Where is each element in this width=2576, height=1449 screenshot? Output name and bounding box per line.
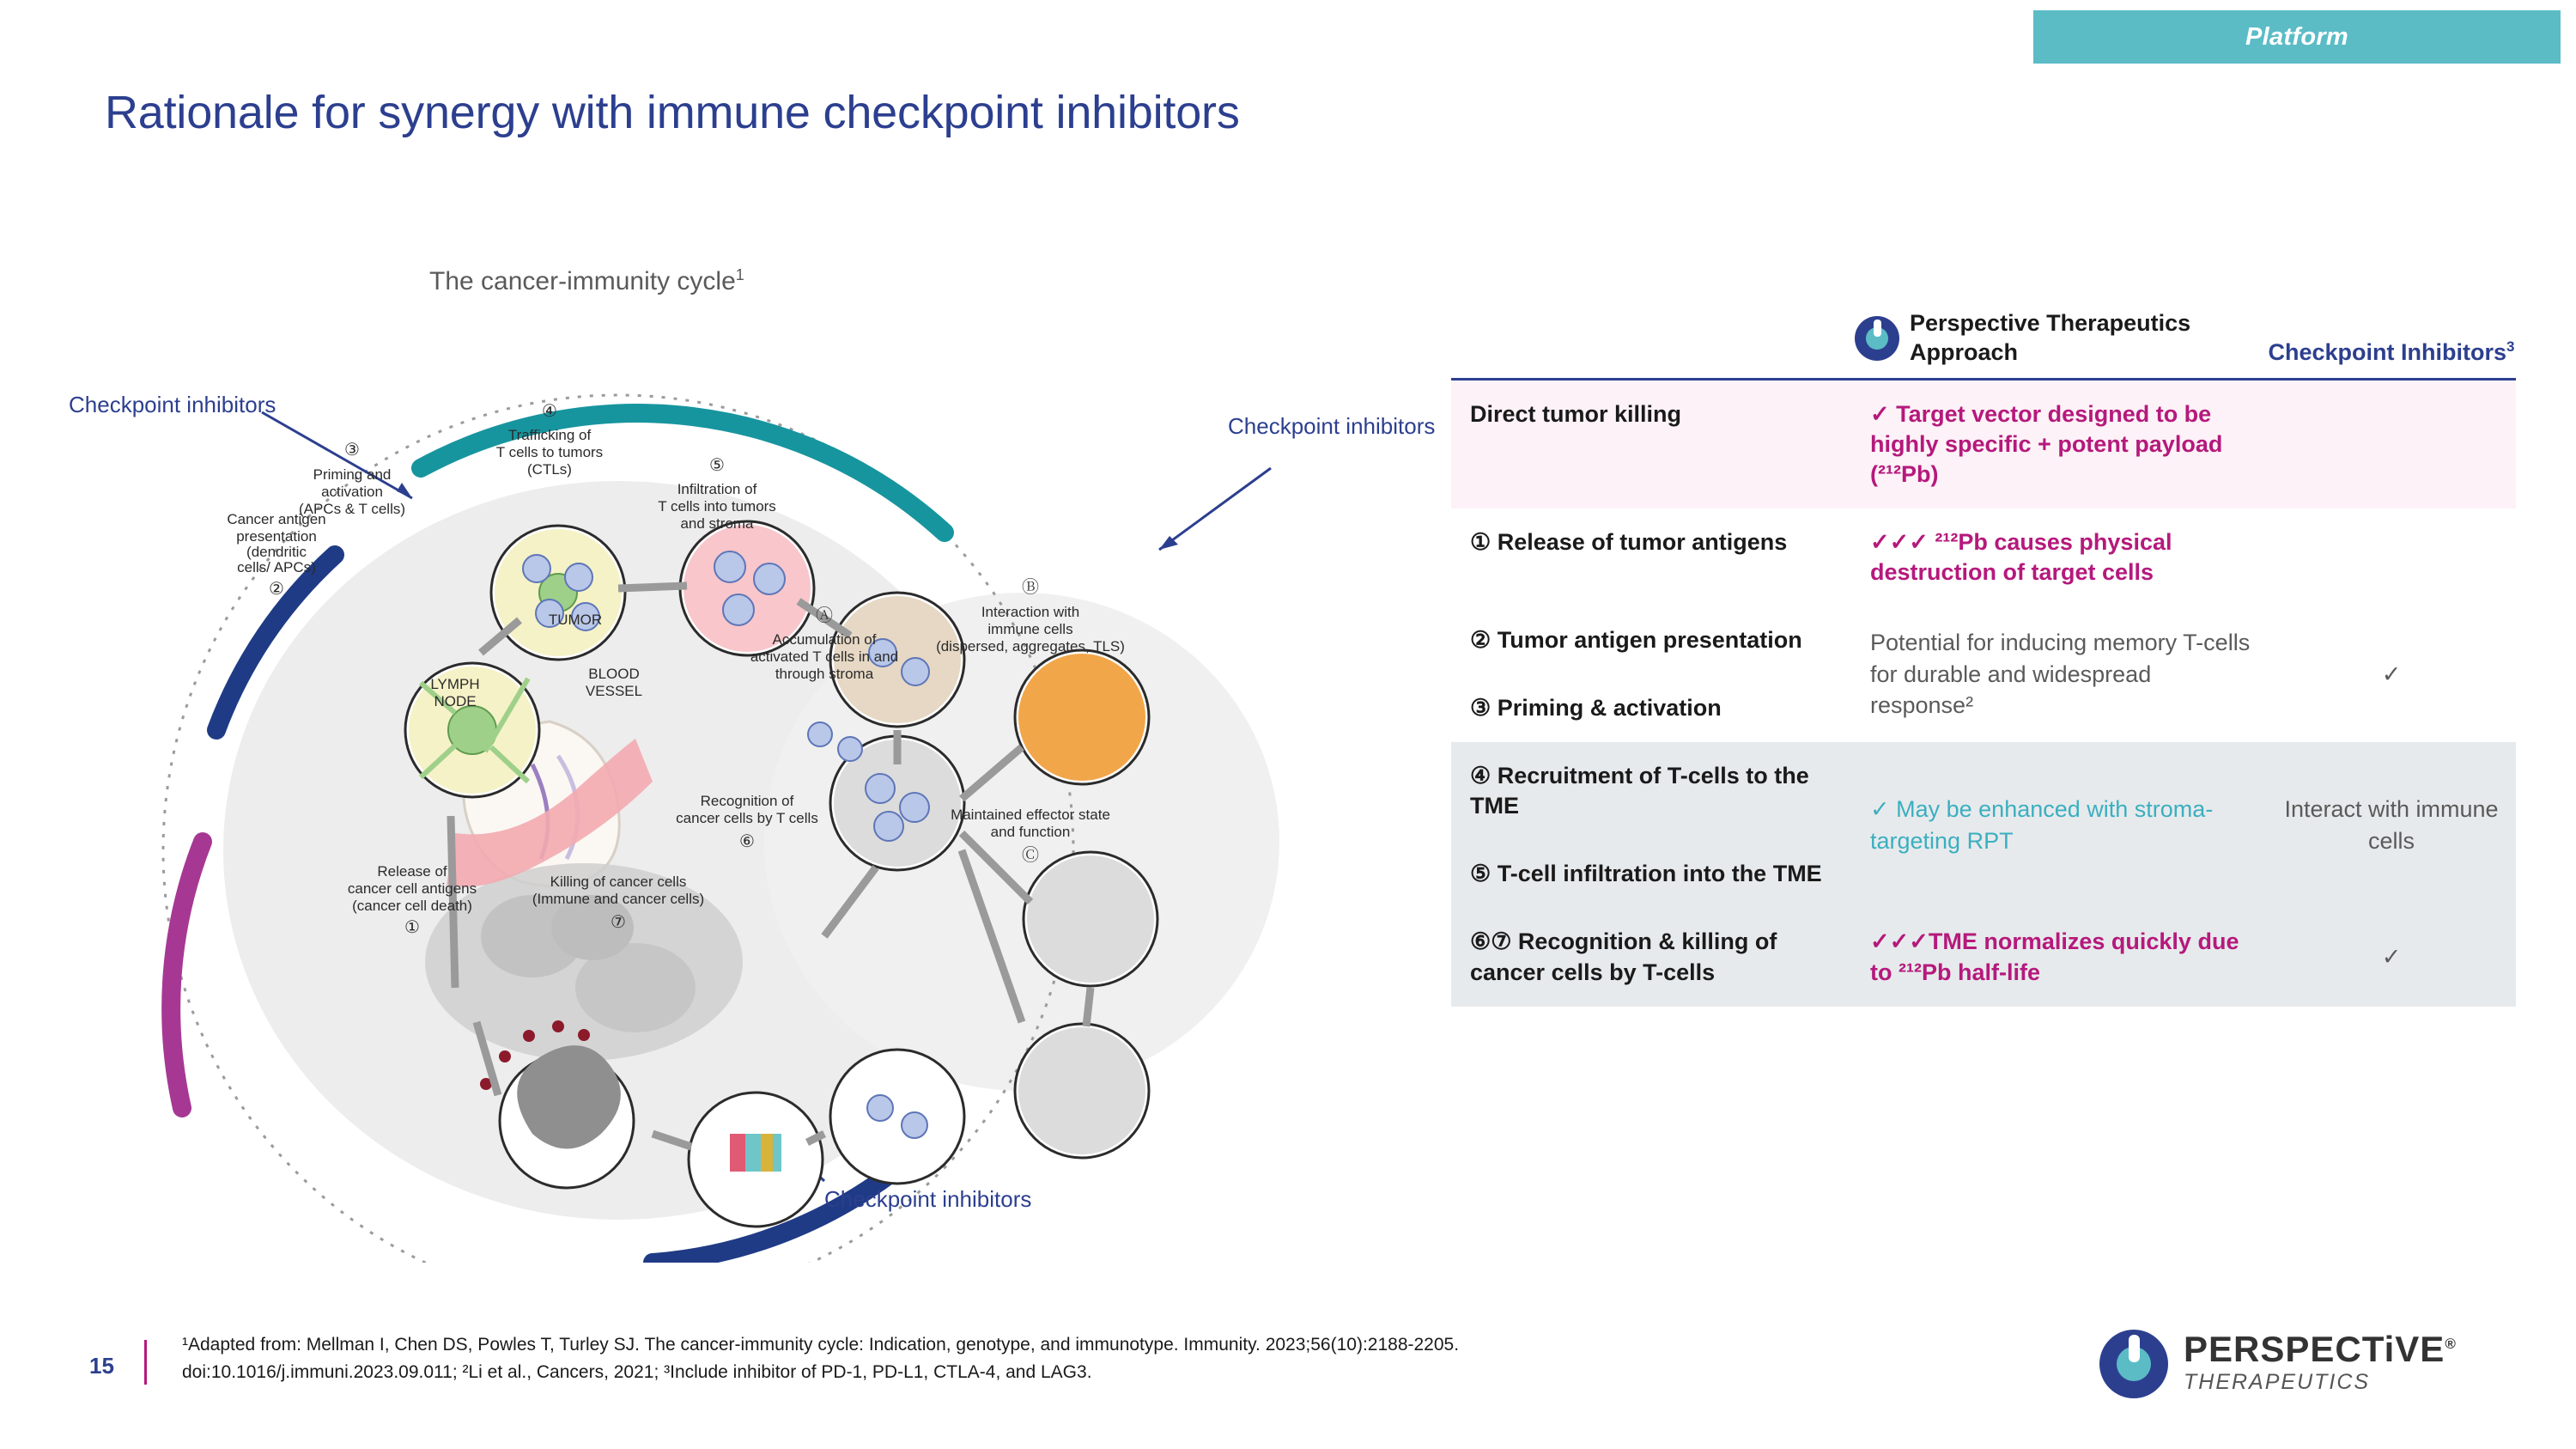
brand-wordmark: [2184, 1328, 2457, 1369]
svg-text:③: ③: [344, 441, 360, 460]
svg-text:Ⓑ: Ⓑ: [1022, 578, 1039, 597]
table-header-checkpoint-label: Checkpoint Inhibitors: [2268, 338, 2507, 365]
table-header-perspective-label: Perspective Therapeutics Approach: [1910, 310, 2191, 365]
svg-text:Trafficking of: Trafficking of: [507, 427, 592, 443]
svg-text:Interaction with: Interaction with: [981, 604, 1080, 620]
brand-subtitle: THERAPEUTICS: [2184, 1369, 2371, 1394]
svg-text:(Immune and cancer cells): (Immune and cancer cells): [532, 891, 705, 907]
row-label-direct-tumor-killing: Direct tumor killing: [1470, 400, 1682, 427]
svg-text:T cells to tumors: T cells to tumors: [495, 444, 604, 460]
svg-text:(APCs & T cells): (APCs & T cells): [298, 501, 406, 517]
row-label-recognition-killing: ⑥⑦ Recognition & killing of cancer cells by T-cells: [1470, 928, 1777, 985]
svg-text:Accumulation of: Accumulation of: [772, 631, 877, 648]
svg-text:and function: and function: [990, 824, 1071, 840]
cancer-immunity-cycle-figure: [52, 249, 1443, 1263]
svg-text:(dispersed, aggregates, TLS): (dispersed, aggregates, TLS): [936, 638, 1125, 654]
svg-text:immune cells: immune cells: [987, 621, 1073, 637]
svg-text:①: ①: [404, 918, 420, 937]
merged-labels-group: [1451, 606, 1855, 742]
table-header-row: [1451, 309, 2516, 381]
svg-text:Ⓐ: Ⓐ: [816, 606, 833, 625]
table-merged-block-recruitment-infiltration: [1451, 742, 2516, 908]
table-header-perspective: [1855, 309, 2267, 368]
table-row: [1451, 908, 2516, 1006]
row-checkpoint-release-of-tumor-antigens: [2267, 508, 2516, 606]
perspective-logo-icon: [1855, 316, 1899, 361]
figure-caption-superscript: 1: [735, 266, 744, 283]
row-label-recruitment-tcells-tme: ④ Recruitment of T-cells to the TME: [1470, 763, 1809, 819]
svg-text:cancer cell antigens: cancer cell antigens: [347, 880, 477, 897]
footnote-line-2: doi:10.1016/j.immuni.2023.09.011; ²Li et al., Cancers, 2021; ³Include inhibitor of PD-1, PD-L1, CTLA-4, and LAG3.: [182, 1361, 1092, 1382]
row-checkpoint-recognition-killing: ✓: [2381, 943, 2402, 970]
annotation-checkpoint-inhibitors-bottom: Checkpoint inhibitors: [824, 1186, 1032, 1212]
svg-text:⑥: ⑥: [739, 832, 755, 851]
page-title: Rationale for synergy with immune checkpoint inhibitors: [105, 87, 1240, 138]
svg-text:cancer cells by T cells: cancer cells by T cells: [676, 810, 818, 826]
svg-text:NODE: NODE: [434, 693, 477, 709]
svg-text:TUMOR: TUMOR: [548, 612, 603, 628]
comparison-table: [1451, 309, 2516, 1007]
merged-labels-group: [1451, 742, 1855, 908]
svg-text:activated T cells in and: activated T cells in and: [750, 648, 899, 665]
annotation-checkpoint-inhibitors-right: Checkpoint inhibitors: [1228, 413, 1436, 439]
table-header-checkpoint: [2267, 338, 2516, 368]
svg-text:activation: activation: [321, 484, 383, 500]
svg-text:(cancer cell death): (cancer cell death): [352, 898, 472, 914]
annotation-checkpoint-inhibitors-left: Checkpoint inhibitors: [69, 392, 276, 417]
brand-registered-icon: ®: [2445, 1335, 2457, 1352]
svg-text:LYMPH: LYMPH: [430, 676, 480, 692]
svg-text:④: ④: [542, 402, 557, 421]
brand-logo: [2099, 1330, 2457, 1398]
svg-text:presentation: presentation: [236, 528, 317, 545]
svg-text:Maintained effector state: Maintained effector state: [951, 807, 1110, 823]
platform-tag: [2033, 10, 2561, 64]
perspective-logo-icon: [2099, 1330, 2168, 1398]
svg-text:⑤: ⑤: [709, 456, 725, 475]
footnote: [182, 1331, 1814, 1385]
brand-wordmark-text: PERSPECTiVE: [2184, 1328, 2445, 1369]
table-merged-block-presentation-priming: [1451, 606, 2516, 742]
row-label-tcell-infiltration-tme: ⑤ T-cell infiltration into the TME: [1470, 861, 1822, 887]
row-perspective-recognition-killing: ✓✓✓TME normalizes quickly due to ²¹²Pb half-life: [1870, 928, 2239, 985]
table-header-checkpoint-superscript: 3: [2506, 338, 2515, 355]
svg-text:Infiltration of: Infiltration of: [677, 481, 757, 497]
table-row: [1451, 508, 2516, 606]
figure-caption-text: The cancer-immunity cycle: [429, 267, 736, 295]
svg-text:(CTLs): (CTLs): [527, 461, 572, 478]
svg-text:⑦: ⑦: [611, 913, 626, 932]
row-label-release-of-tumor-antigens: ① Release of tumor antigens: [1470, 528, 1788, 555]
svg-text:Recognition of: Recognition of: [700, 793, 794, 809]
svg-text:Cancer antigen: Cancer antigen: [227, 511, 326, 527]
merged-checkpoint-presentation-priming: ✓: [2381, 661, 2402, 687]
svg-text:cells/ APCs): cells/ APCs): [237, 559, 316, 575]
svg-text:Killing of cancer cells: Killing of cancer cells: [550, 874, 687, 890]
row-perspective-direct-tumor-killing: ✓ Target vector designed to be highly specific + potent payload (²¹²Pb): [1870, 400, 2223, 487]
svg-text:Ⓒ: Ⓒ: [1022, 846, 1039, 865]
table-row: [1451, 381, 2516, 508]
row-label-tumor-antigen-presentation: ② Tumor antigen presentation: [1470, 626, 1802, 653]
row-checkpoint-direct-tumor-killing: [2267, 381, 2516, 508]
merged-perspective-recruitment-infiltration: ✓ May be enhanced with stroma-targeting RPT: [1870, 796, 2214, 854]
svg-text:through stroma: through stroma: [775, 666, 874, 682]
svg-text:(dendritic: (dendritic: [246, 544, 307, 560]
merged-perspective-presentation-priming: Potential for inducing memory T-cells for durable and widespread response²: [1870, 630, 2251, 719]
row-perspective-release-of-tumor-antigens: ✓✓✓ ²¹²Pb causes physical destruction of target cells: [1870, 528, 2172, 585]
page-number: 15: [89, 1353, 114, 1379]
svg-text:and stroma: and stroma: [680, 515, 754, 532]
svg-text:②: ②: [269, 580, 284, 599]
page-number-divider: [144, 1340, 147, 1385]
row-label-priming-activation: ③ Priming & activation: [1470, 695, 1722, 721]
svg-text:T cells into tumors: T cells into tumors: [658, 498, 776, 514]
svg-text:BLOOD: BLOOD: [588, 666, 640, 682]
footnote-line-1: ¹Adapted from: Mellman I, Chen DS, Powles T, Turley SJ. The cancer-immunity cycle: Indication, genotype, and immunotype. Immunity. 2023;56(10):2188-2205.: [182, 1335, 1460, 1355]
merged-checkpoint-recruitment-infiltration: Interact with immune cells: [2284, 796, 2499, 854]
svg-text:VESSEL: VESSEL: [585, 683, 643, 699]
svg-text:Release of: Release of: [377, 863, 447, 880]
platform-tag-label: Platform: [2245, 22, 2349, 51]
svg-text:Priming and: Priming and: [313, 466, 392, 483]
